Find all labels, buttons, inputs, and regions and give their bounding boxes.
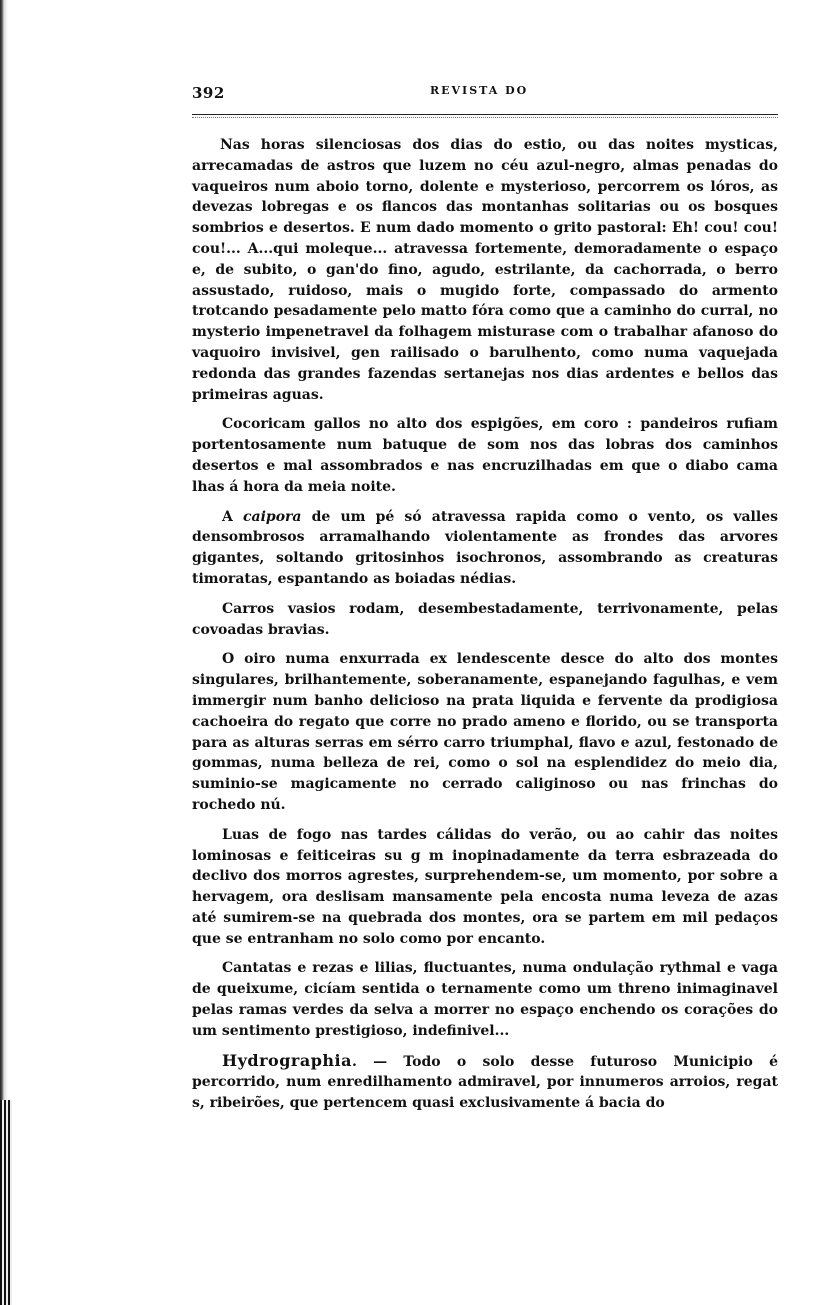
paragraph-6: Luas de fogo nas tardes cálidas do verão, ou ao cahir das noites lominosas e feiticeiras su g m inopinadamente da terra esbrazeada do declivo dos morros agrestes, surprehendem-se, um momento, por sobre a hervagem, ora deslisam mansamente pela encosta numa leveza de azas até sumirem-se na quebrada dos montes, ora se partem em mil pedaços que se entranham no solo como por encanto.	[192, 826, 778, 947]
hydrographia-heading: Hydrographia	[222, 1050, 352, 1070]
book-page	[192, 84, 778, 1123]
caipora-italic: caipora	[243, 508, 302, 525]
paragraph-7: Cantatas e rezas e lilias, fluctuantes, numa ondulação rythmal e vaga de queixume, cicíam sentida o ternamente como um threno inimaginavel pelas ramas verdes da selva a morrer no espaço enchendo os corações do um sentimento prestigioso, indefinivel...	[192, 960, 778, 1039]
paragraph-3-lead: A	[222, 508, 243, 525]
paragraph-1: Nas horas silenciosas dos dias do estio, ou das noites mysticas, arrecamadas de astros que luzem no céu azul-negro, almas penadas do vaqueiros num aboio torno, dolente e mysterioso, percorrem os lóros, as devezas lobregas e os flancos das montanhas solitarias ou os bosques sombrios e desertos. E num dado momento o grito pastoral: Eh! cou! cou! cou!... A...qui moleque... atravessa fortemente, demoradamente o espaço e, de subito, o gan'do fino, agudo, estrilante, da cachorrada, o berro assustado, ruidoso, mais o mugido forte, compassado do armento trotcando pesadamente pelo matto fóra como que a caminho do curral, no mysterio impenetravel da folhagem misturase com o trabalhar afanoso do vaquoiro invisivel, gen railisado o barulhento, como numa vaquejada redonda das grandes fazendas sertanejas nos dias ardentes e bellos das primeiras aguas.	[192, 137, 778, 403]
paragraph-5: O oiro numa enxurrada ex lendescente desce do alto dos montes singulares, brilhantemente, soberanamente, espanejando fagulhas, e vem immergir num banho delicioso na prata liquida e fervente da prodigiosa cachoeira do regato que corre no prado ameno e florido, ou se transporta para as alturas serras em sérro carro triumphal, flavo e azul, festonado de gommas, numa belleza de rei, como o sol na esplendidez do meio dia, suminio-se magicamente no cerrado caliginoso ou nas frinchas do rochedo nú.	[192, 651, 778, 813]
page-number: 392	[192, 84, 225, 102]
paragraph-3-rest: de um pé só atravessa rapida como o vento, os valles densombrosos arramalhando violentamente as frondes das arvores gigantes, soltando gritosinhos isochronos, assombrando as creaturas timoratas, espantando as boiadas nédias.	[192, 508, 778, 587]
page-header	[192, 84, 778, 108]
header-rule	[192, 114, 778, 118]
binding-edge-shadow	[0, 1100, 12, 1305]
body-text	[192, 135, 778, 1114]
paragraph-3	[192, 507, 778, 590]
hydrographia-text: . — Todo o solo desse futuroso Municipio é percorrido, num enredilhamento admiravel, por innumeros arroios, regat s, ribeirões, que pertencem quasi exclusivamente á bacia do	[192, 1053, 778, 1112]
running-title: REVISTA DO	[430, 84, 529, 97]
paragraph-4: Carros vasios rodam, desembestadamente, terrivonamente, pelas covoadas bravias.	[192, 600, 778, 638]
paragraph-hydrographia	[192, 1051, 778, 1114]
paragraph-2: Cocoricam gallos no alto dos espigões, em coro : pandeiros rufiam portentosamente num batuque de som nos das lobras dos caminhos desertos e mal assombrados e nas encruzilhadas em que o diabo cama lhas á hora da meia noite.	[192, 416, 778, 495]
